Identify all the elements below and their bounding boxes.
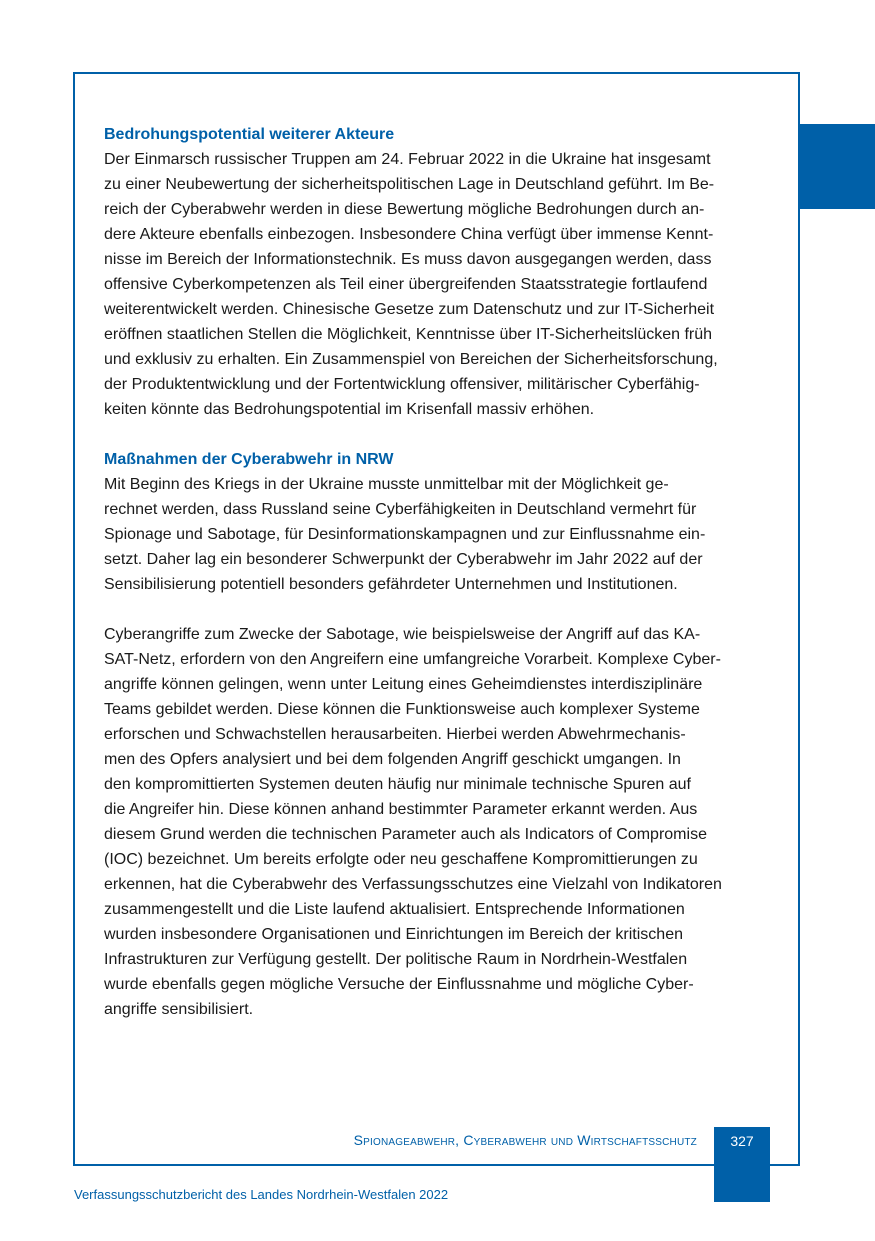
text-line: weiterentwickelt werden. Chinesische Gesetze zum Datenschutz und zur IT-Sicherheit [104,301,715,318]
section-measures-nrw [104,447,774,597]
section-threat-potential [104,122,774,422]
text-line: wurde ebenfalls gegen mögliche Versuche der Einflussnahme und mögliche Cyber- [104,976,694,993]
text-line: Spionage und Sabotage, für Desinformationskampagnen und zur Einflussnahme ein- [104,526,706,543]
text-line: men des Opfers analysiert und bei dem folgenden Angriff geschickt umgangen. In [104,751,681,768]
text-line: reich der Cyberabwehr werden in diese Bewertung mögliche Bedrohungen durch an- [104,201,705,218]
text-line: Cyberangriffe zum Zwecke der Sabotage, wie beispielsweise der Angriff auf das KA- [104,626,701,643]
text-line: nisse im Bereich der Informationstechnik. Es muss davon ausgegangen werden, dass [104,251,712,268]
section-heading: Bedrohungspotential weiterer Akteure [104,126,395,143]
text-line: diesem Grund werden die technischen Parameter auch als Indicators of Compromise [104,826,707,843]
text-line: rechnet werden, dass Russland seine Cyberfähigkeiten in Deutschland vermehrt für [104,501,697,518]
text-line: erforschen und Schwachstellen herausarbeiten. Hierbei werden Abwehrmechanis- [104,726,686,743]
text-line: SAT-Netz, erfordern von den Angreifern eine umfangreiche Vorarbeit. Komplexe Cyber- [104,651,721,668]
text-line: (IOC) bezeichnet. Um bereits erfolgte oder neu geschaffene Kompromittierungen zu [104,851,698,868]
text-line: der Produktentwicklung und der Fortentwicklung offensiver, militärischer Cyberfähig- [104,376,700,393]
text-line: keiten könnte das Bedrohungspotential im Krisenfall massiv erhöhen. [104,401,595,418]
text-line: Sensibilisierung potentiell besonders gefährdeter Unternehmen und Institutionen. [104,576,678,593]
main-content [104,122,774,1022]
text-line: zu einer Neubewertung der sicherheitspolitischen Lage in Deutschland geführt. Im Be- [104,176,715,193]
section-body [104,472,774,597]
section-heading: Maßnahmen der Cyberabwehr in NRW [104,451,394,468]
report-title: Verfassungsschutzbericht des Landes Nordrhein-Westfalen 2022 [74,1187,449,1202]
text-line: den kompromittierten Systemen deuten häufig nur minimale technische Spuren auf [104,776,691,793]
section-cyberattacks [104,622,774,1022]
text-line: Mit Beginn des Kriegs in der Ukraine musste unmittelbar mit der Möglichkeit ge- [104,476,669,493]
section-body [104,622,774,1022]
text-line: angriffe sensibilisiert. [104,1001,254,1018]
text-line: Teams gebildet werden. Diese können die Funktionsweise auch komplexer Systeme [104,701,700,718]
text-line: und exklusiv zu erhalten. Ein Zusammenspiel von Bereichen der Sicherheitsforschung, [104,351,718,368]
text-line: die Angreifer hin. Diese können anhand bestimmter Parameter erkannt werden. Aus [104,801,698,818]
text-line: setzt. Daher lag ein besonderer Schwerpunkt der Cyberabwehr im Jahr 2022 auf der [104,551,703,568]
chapter-title: Spionageabwehr, Cyberabwehr und Wirtschaftsschutz [353,1132,697,1148]
paragraph-spacer [104,422,774,447]
section-body [104,147,774,422]
text-line: Infrastrukturen zur Verfügung gestellt. Der politische Raum in Nordrhein-Westfalen [104,951,688,968]
text-line: eröffnen staatlichen Stellen die Möglichkeit, Kenntnisse über IT-Sicherheitslücken früh [104,326,713,343]
page-number: 327 [730,1133,754,1149]
text-line: zusammengestellt und die Liste laufend aktualisiert. Entsprechende Informationen [104,901,685,918]
paragraph-spacer [104,597,774,622]
text-line: dere Akteure ebenfalls einbezogen. Insbesondere China verfügt über immense Kennt- [104,226,714,243]
text-line: angriffe können gelingen, wenn unter Leitung eines Geheimdienstes interdisziplinäre [104,676,703,693]
chapter-tab-marker [799,124,875,209]
text-line: Der Einmarsch russischer Truppen am 24. Februar 2022 in die Ukraine hat insgesamt [104,151,711,168]
page-number-box [714,1127,770,1202]
text-line: wurden insbesondere Organisationen und Einrichtungen im Bereich der kritischen [104,926,683,943]
text-line: erkennen, hat die Cyberabwehr des Verfassungsschutzes eine Vielzahl von Indikatoren [104,876,722,893]
text-line: offensive Cyberkompetenzen als Teil einer übergreifenden Staatsstrategie fortlaufend [104,276,708,293]
